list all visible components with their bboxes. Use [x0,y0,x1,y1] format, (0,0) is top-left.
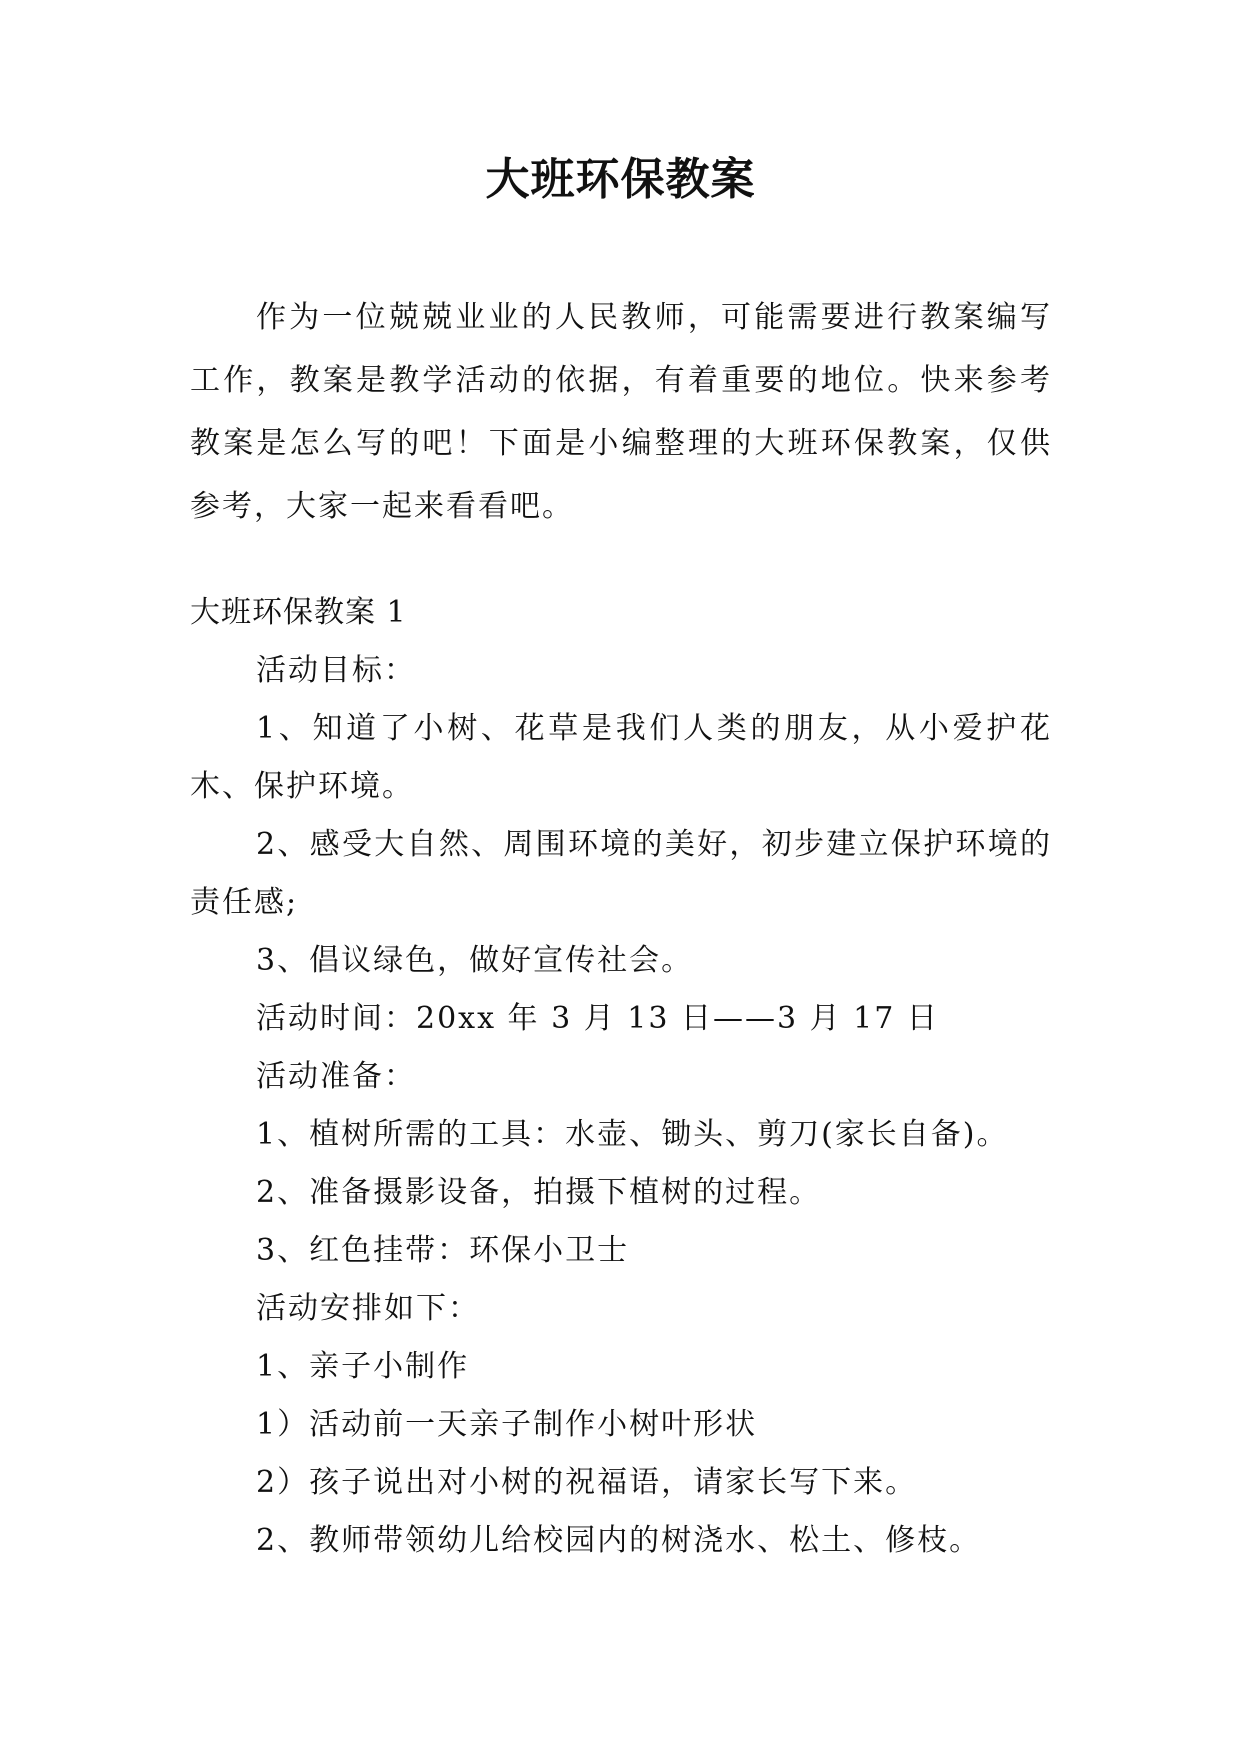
document-title: 大班环保教案 [485,154,756,205]
paragraph-arrangement-1: 1、亲子小制作 [256,1349,470,1384]
paragraph-goal-2: 2、感受大自然、周围环境的美好，初步建立保护环境的责任感; [190,827,1052,920]
paragraph-activity-time: 活动时间：20xx 年 3 月 13 日——3 月 17 日 [256,1001,939,1036]
paragraph-arrangement-heading: 活动安排如下： [256,1291,480,1326]
paragraph-goal-3: 3、倡议绿色，做好宣传社会。 [256,943,694,978]
paragraph-activity-goals-heading: 活动目标： [256,653,416,688]
section-title: 大班环保教案 1 [190,595,407,630]
paragraph-preparation-heading: 活动准备： [256,1059,416,1094]
paragraph-goal-1: 1、知道了小树、花草是我们人类的朋友，从小爱护花木、保护环境。 [190,711,1052,804]
paragraph-preparation-3: 3、红色挂带：环保小卫士 [256,1233,630,1268]
paragraph-arrangement-1-1: 1）活动前一天亲子制作小树叶形状 [256,1407,758,1442]
paragraph-preparation-2: 2、准备摄影设备，拍摄下植树的过程。 [256,1175,822,1210]
document-body [190,286,1052,1570]
paragraph-preparation-1: 1、植树所需的工具：水壶、锄头、剪刀(家长自备)。 [256,1117,1009,1152]
paragraph-arrangement-1-2: 2）孩子说出对小树的祝福语，请家长写下来。 [256,1465,918,1500]
paragraph-arrangement-2: 2、教师带领幼儿给校园内的树浇水、松土、修枝。 [256,1523,982,1558]
intro-paragraph: 作为一位兢兢业业的人民教师，可能需要进行教案编写工作，教案是教学活动的依据，有着重要的地位。快来参考教案是怎么写的吧！下面是小编整理的大班环保教案，仅供参考，大家一起来看看吧。 [190,300,1052,524]
